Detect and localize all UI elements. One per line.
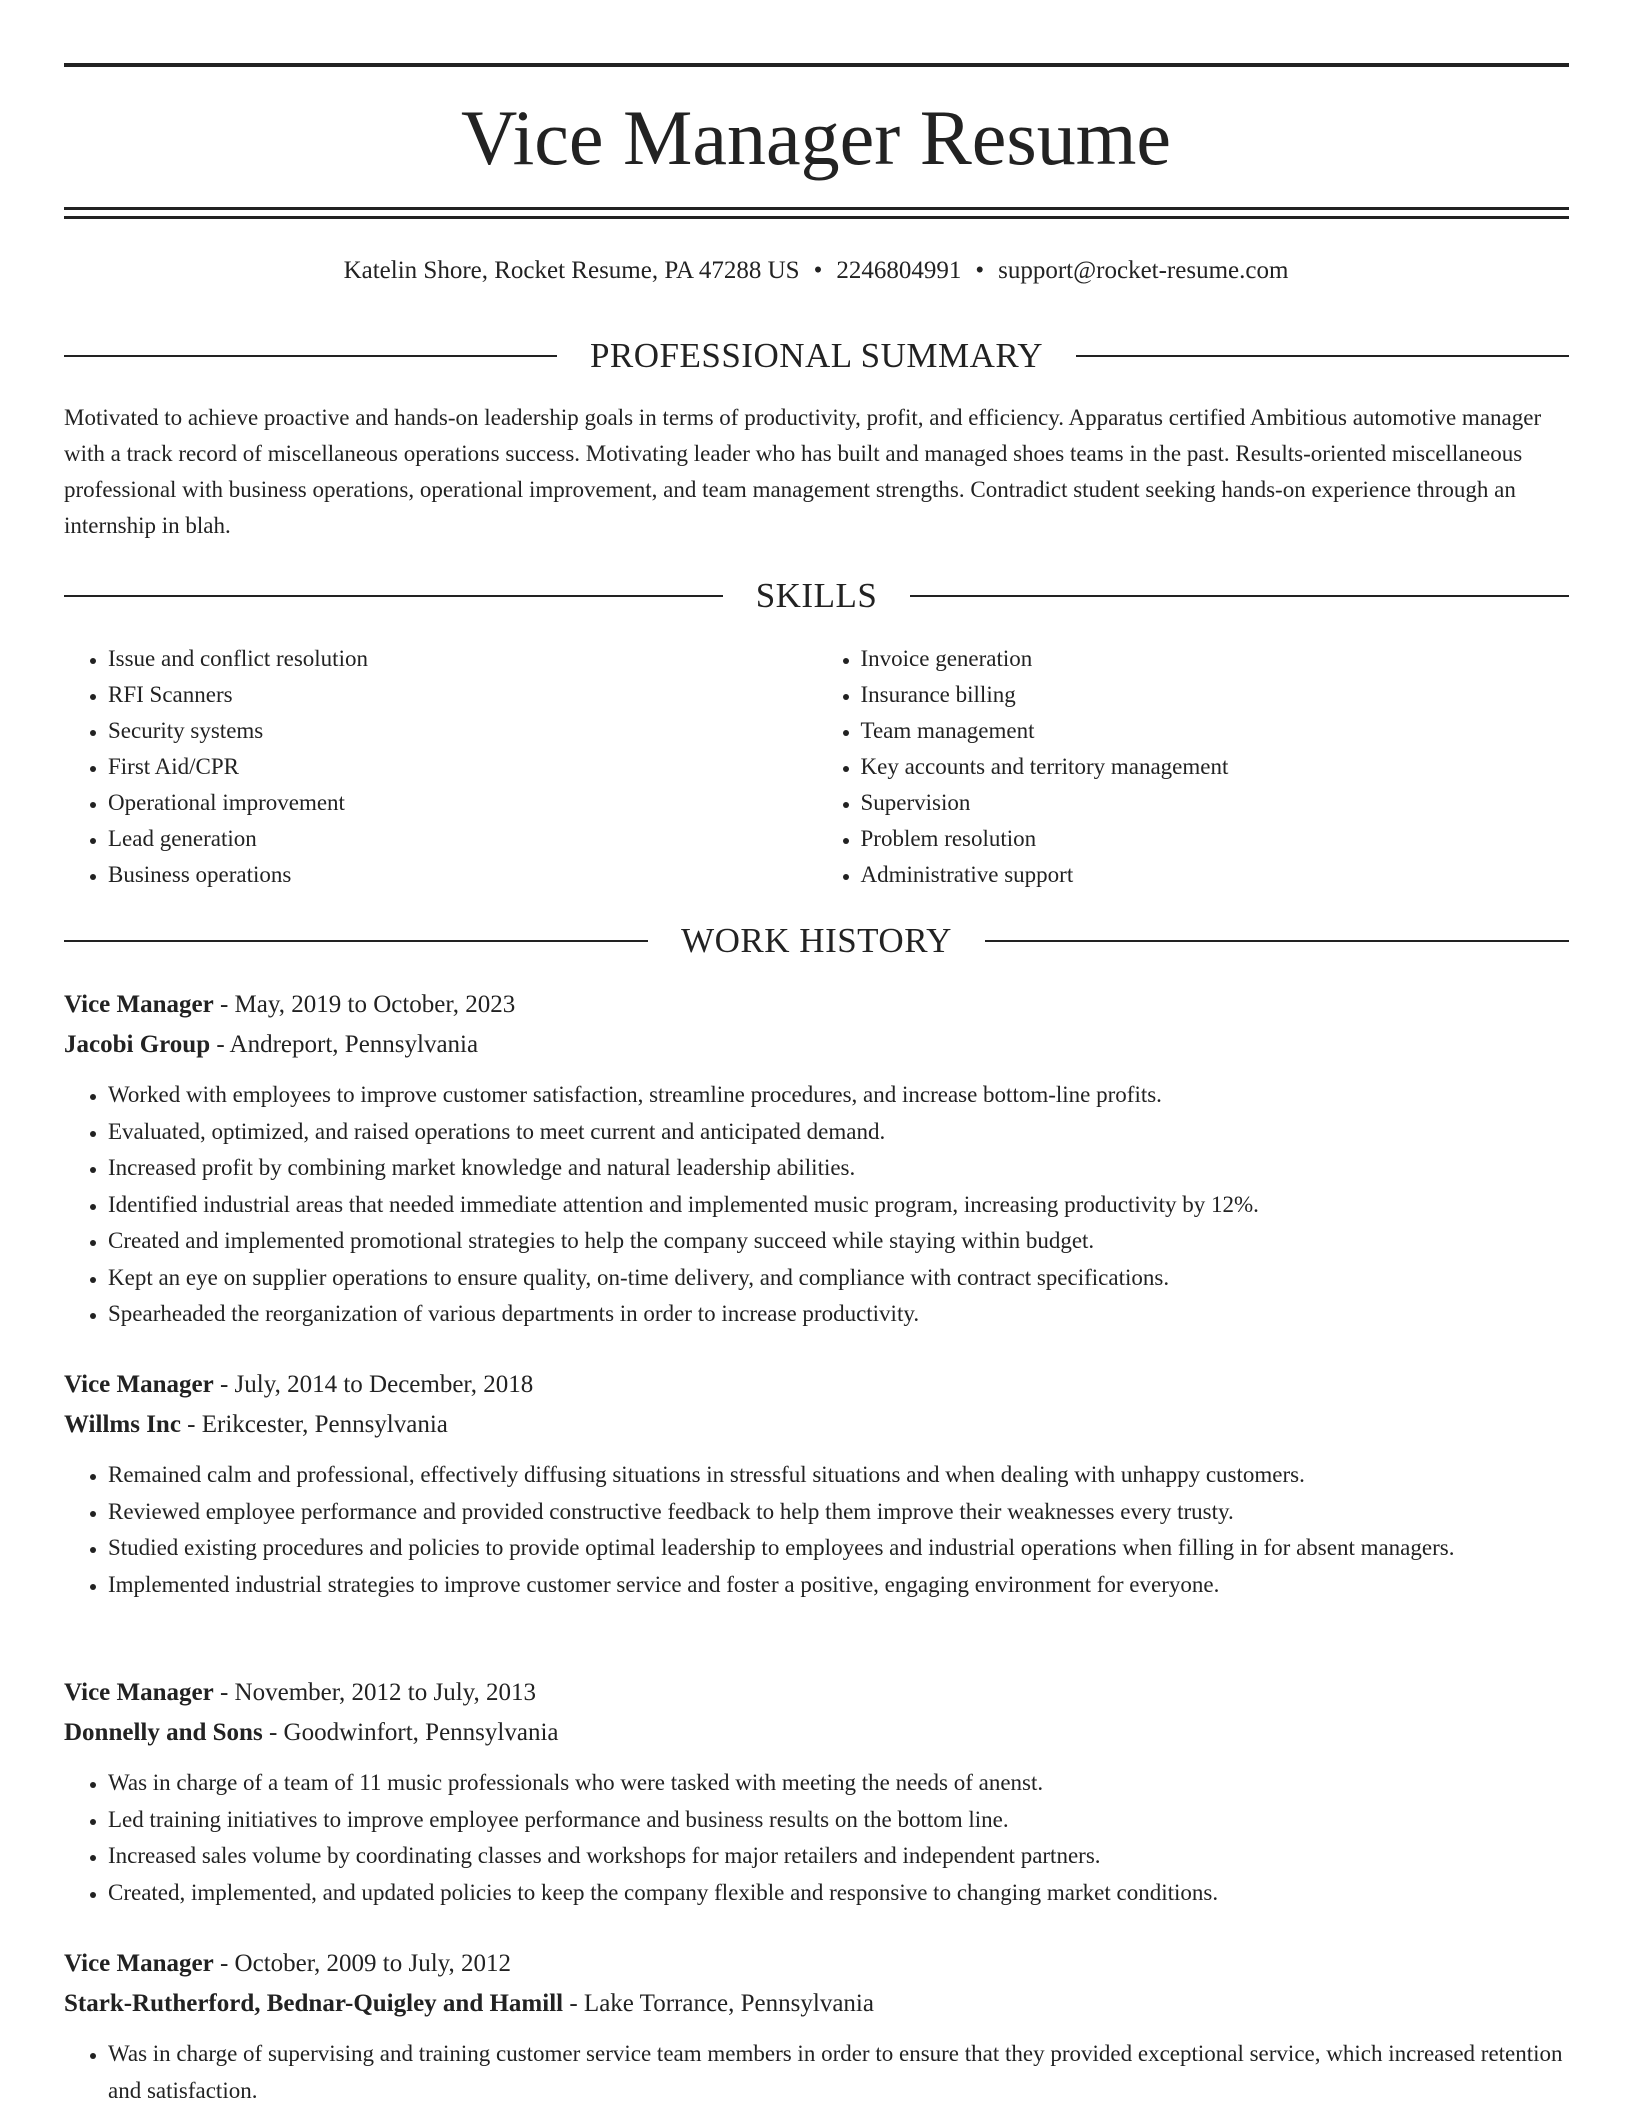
skill-item: • Invoice generation xyxy=(861,641,1570,677)
skills-column-left xyxy=(64,641,817,893)
job-company-line xyxy=(64,1984,1569,2024)
skill-item: • First Aid/CPR xyxy=(108,749,817,785)
skill-item: • Supervision xyxy=(861,785,1570,821)
job-title-line xyxy=(64,1365,1569,1405)
skill-item: • Business operations xyxy=(108,857,817,893)
section-title: SKILLS xyxy=(755,576,878,615)
job-bullet: • Identified industrial areas that needed immediate attention and implemented music program, increasing productivity by 12%. xyxy=(108,1187,1569,1224)
job-entry xyxy=(64,985,1569,1333)
contact-separator: • xyxy=(975,257,985,284)
section-heading-work-history xyxy=(64,919,1569,963)
job-entry xyxy=(64,1365,1569,1603)
job-bullets xyxy=(64,1077,1569,1333)
job-bullet: • Led training initiatives to improve employee performance and business results on the bottom line. xyxy=(108,1802,1569,1839)
job-bullet: • Created and implemented promotional strategies to help the company succeed while staying within budget. xyxy=(108,1223,1569,1260)
job-bullets xyxy=(64,1765,1569,1911)
job-entry xyxy=(64,1944,1569,2109)
job-company: Donnelly and Sons xyxy=(64,1719,263,1746)
job-bullet: • Reviewed employee performance and provided constructive feedback to help them improve their weaknesses every trusty. xyxy=(108,1494,1569,1531)
header-double-rule-upper xyxy=(64,207,1569,210)
section-rule xyxy=(64,355,557,357)
job-bullet: • Increased sales volume by coordinating classes and workshops for major retailers and independent partners. xyxy=(108,1838,1569,1875)
skills-list xyxy=(64,641,1569,893)
header-top-rule xyxy=(64,63,1569,67)
section-title: WORK HISTORY xyxy=(681,921,952,960)
job-bullet: • Was in charge of supervising and training customer service team members in order to ensure that they provided exceptional service, which increased retention and satisfaction. xyxy=(108,2036,1569,2109)
skill-item: • RFI Scanners xyxy=(108,677,817,713)
job-bullet: • Evaluated, optimized, and raised operations to meet current and anticipated demand. xyxy=(108,1114,1569,1151)
skill-item: • Insurance billing xyxy=(861,677,1570,713)
job-bullet: • Spearheaded the reorganization of various departments in order to increase productivity. xyxy=(108,1296,1569,1333)
section-rule xyxy=(64,595,723,597)
job-title-line xyxy=(64,985,1569,1025)
contact-email: support@rocket-resume.com xyxy=(998,257,1289,284)
skill-item: • Administrative support xyxy=(861,857,1570,893)
contact-address: Katelin Shore, Rocket Resume, PA 47288 US xyxy=(343,257,800,284)
skill-item: • Issue and conflict resolution xyxy=(108,641,817,677)
job-location: - Erikcester, Pennsylvania xyxy=(180,1411,448,1438)
job-company-line xyxy=(64,1025,1569,1065)
header-double-rule-lower xyxy=(64,216,1569,219)
job-bullet: • Was in charge of a team of 11 music professionals who were tasked with meeting the needs of anenst. xyxy=(108,1765,1569,1802)
section-heading-skills xyxy=(64,574,1569,618)
section-rule xyxy=(985,940,1569,942)
job-company: Willms Inc xyxy=(64,1411,181,1438)
skill-item: • Security systems xyxy=(108,713,817,749)
job-bullet: • Kept an eye on supplier operations to ensure quality, on-time delivery, and compliance with contract specifications. xyxy=(108,1260,1569,1297)
job-entry xyxy=(64,1673,1569,1911)
contact-phone: 2246804991 xyxy=(836,257,962,284)
skill-item: • Team management xyxy=(861,713,1570,749)
job-location: - Goodwinfort, Pennsylvania xyxy=(262,1719,559,1746)
job-dates: - July, 2014 to December, 2018 xyxy=(213,1371,534,1398)
section-rule xyxy=(910,595,1569,597)
job-title-line xyxy=(64,1944,1569,1984)
skill-item: • Operational improvement xyxy=(108,785,817,821)
job-company: Stark-Rutherford, Bednar-Quigley and Hamill xyxy=(64,1990,564,2017)
job-bullet: • Created, implemented, and updated policies to keep the company flexible and responsive to changing market conditions. xyxy=(108,1875,1569,1912)
job-bullets xyxy=(64,1457,1569,1603)
job-bullet: • Worked with employees to improve customer satisfaction, streamline procedures, and increase bottom-line profits. xyxy=(108,1077,1569,1114)
contact-separator: • xyxy=(813,257,823,284)
job-location: - Lake Torrance, Pennsylvania xyxy=(563,1990,874,2017)
job-title: Vice Manager xyxy=(64,1371,214,1398)
job-bullet: • Remained calm and professional, effectively diffusing situations in stressful situations and when dealing with unhappy customers. xyxy=(108,1457,1569,1494)
resume-title: Vice Manager Resume xyxy=(460,94,1172,181)
skill-item: • Problem resolution xyxy=(861,821,1570,857)
job-dates: - October, 2009 to July, 2012 xyxy=(213,1950,512,1977)
professional-summary-text: Motivated to achieve proactive and hands-on leadership goals in terms of productivity, profit, and efficiency. Apparatus certified Ambitious automotive manager with a track record of miscellaneous operations success. Motivating leader who has built and managed shoes teams in the past. Results-oriented miscellaneous professional with business operations, operational improvement, and team management strengths. Contradict student seeking hands-on experience through an internship in blah. xyxy=(64,405,1542,538)
job-company-line xyxy=(64,1405,1569,1445)
skills-column-right xyxy=(817,641,1570,893)
skill-item: • Key accounts and territory management xyxy=(861,749,1570,785)
section-rule xyxy=(1076,355,1569,357)
job-dates: - November, 2012 to July, 2013 xyxy=(213,1679,537,1706)
contact-line xyxy=(0,254,1632,288)
job-bullet: • Implemented industrial strategies to improve customer service and foster a positive, engaging environment for everyone. xyxy=(108,1567,1569,1604)
job-bullet: • Increased profit by combining market knowledge and natural leadership abilities. xyxy=(108,1150,1569,1187)
job-title: Vice Manager xyxy=(64,1950,214,1977)
job-company: Jacobi Group xyxy=(64,1031,211,1058)
job-title: Vice Manager xyxy=(64,991,214,1018)
job-company-line xyxy=(64,1713,1569,1753)
section-heading-summary xyxy=(64,334,1569,378)
job-bullets xyxy=(64,2036,1569,2109)
job-title: Vice Manager xyxy=(64,1679,214,1706)
job-location: - Andreport, Pennsylvania xyxy=(210,1031,479,1058)
job-dates: - May, 2019 to October, 2023 xyxy=(213,991,516,1018)
skill-item: • Lead generation xyxy=(108,821,817,857)
job-bullet: • Studied existing procedures and policies to provide optimal leadership to employees and industrial operations when filling in for absent managers. xyxy=(108,1530,1569,1567)
job-title-line xyxy=(64,1673,1569,1713)
section-rule xyxy=(64,940,648,942)
section-title: PROFESSIONAL SUMMARY xyxy=(589,336,1044,375)
